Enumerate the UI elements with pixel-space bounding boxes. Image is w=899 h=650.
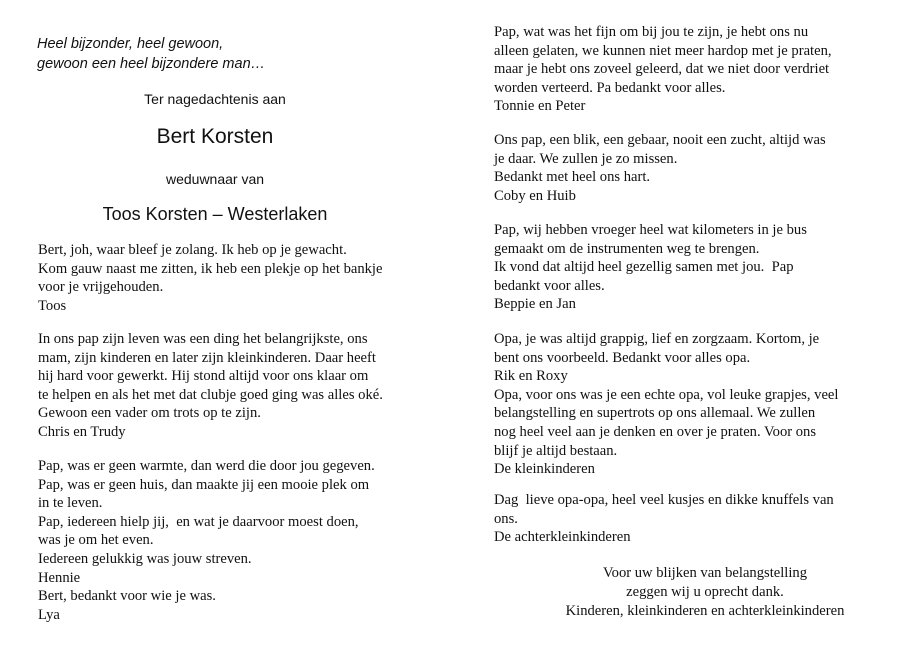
message-line: je daar. We zullen je zo missen. — [494, 150, 678, 167]
deceased-name: Bert Korsten — [156, 125, 274, 148]
message-line: Pap, wat was het fijn om bij jou te zijn, je hebt ons nu — [494, 24, 809, 40]
message-signature: Tonnie en Peter — [494, 98, 586, 115]
message-line: bent ons voorbeeld. Bedankt voor alles opa. — [494, 349, 751, 366]
message-signature: Coby en Huib — [494, 187, 576, 204]
message-coby-huib — [494, 131, 826, 205]
message-line: Bert, bedankt voor wie je was. — [38, 588, 216, 605]
motto — [37, 34, 337, 74]
message-line: belangstelling en supertrots op ons allemaal. We zullen — [494, 405, 816, 422]
spouse-name: Toos Korsten – Westerlaken — [102, 204, 328, 224]
message-line: Kom gauw naast me zitten, ik heb een plekje op het bankje — [38, 260, 383, 277]
message-line: te helpen en als het met dat clubje goed ging was alles oké. — [38, 386, 383, 403]
message-line: worden verteerd. Pa bedankt voor alles. — [494, 79, 726, 96]
message-toos — [38, 241, 382, 315]
message-line: mam, zijn kinderen en later zijn kleinkinderen. Daar heeft — [38, 349, 376, 366]
message-line: nog heel veel aan je denken en over je praten. Voor ons — [494, 423, 817, 440]
message-beppie-jan — [494, 221, 807, 314]
message-line: Pap, iedereen hielp jij, en wat je daarvoor moest doen, — [38, 513, 359, 530]
message-line: ons. — [494, 510, 518, 527]
message-line: Gewoon een vader om trots op te zijn. — [38, 405, 261, 422]
message-tonnie-peter — [494, 23, 832, 116]
message-line: In ons pap zijn leven was een ding het belangrijkste, ons — [38, 331, 368, 347]
message-line: alleen gelaten, we kunnen niet meer hardop met je praten, — [494, 42, 832, 59]
message-signature: Lya — [38, 606, 60, 623]
motto-line: gewoon een heel bijzondere man… — [37, 56, 266, 72]
message-chris-trudy — [38, 330, 383, 442]
message-line: maar je hebt ons zoveel geleerd, dat we niet door verdriet — [494, 61, 830, 78]
message-line: Iedereen gelukkig was jouw streven. — [38, 550, 252, 567]
message-signature: Beppie en Jan — [494, 296, 576, 313]
message-line: Ik vond dat altijd heel gezellig samen met jou. Pap — [494, 259, 794, 276]
message-signature: Toos — [38, 297, 67, 314]
message-line: Pap, wij hebben vroeger heel wat kilometers in je bus — [494, 222, 807, 238]
message-line: Pap, was er geen huis, dan maakte jij een mooie plek om — [38, 476, 370, 493]
message-signature: Hennie — [38, 569, 81, 586]
message-line: Ons pap, een blik, een gebaar, nooit een zucht, altijd was — [494, 132, 826, 148]
message-line: in te leven. — [38, 495, 103, 512]
motto-line: Heel bijzonder, heel gewoon, — [37, 36, 224, 52]
message-line: Dag lieve opa-opa, heel veel kusjes en dikke knuffels van — [494, 492, 834, 508]
message-line: Opa, je was altijd grappig, lief en zorgzaam. Kortom, je — [494, 331, 820, 347]
message-line: Bert, joh, waar bleef je zolang. Ik heb op je gewacht. — [38, 242, 347, 258]
message-line: gemaakt om de instrumenten weg te brengen. — [494, 240, 760, 257]
message-line: hij hard voor gewerkt. Hij stond altijd voor ons klaar om — [38, 368, 369, 385]
message-line: voor je vrijgehouden. — [38, 279, 164, 296]
message-hennie-lya — [38, 457, 375, 624]
message-signature: Rik en Roxy — [494, 368, 568, 385]
message-line: Bedankt met heel ons hart. — [494, 169, 651, 186]
message-line: bedankt voor alles. — [494, 277, 605, 294]
message-signature: De achterkleinkinderen — [494, 529, 631, 546]
message-line: was je om het even. — [38, 532, 154, 549]
message-signature: De kleinkinderen — [494, 461, 595, 478]
widow-label: weduwnaar van — [165, 171, 265, 187]
closing-thanks — [510, 564, 899, 621]
closing-line: Kinderen, kleinkinderen en achterkleinkinderen — [565, 603, 845, 619]
message-line: Opa, voor ons was je een echte opa, vol leuke grapjes, veel — [494, 386, 839, 403]
intro-text: Ter nagedachtenis aan — [144, 91, 286, 107]
closing-line: zeggen wij u oprecht dank. — [626, 584, 784, 600]
closing-line: Voor uw blijken van belangstelling — [602, 565, 807, 581]
message-line: Pap, was er geen warmte, dan werd die door jou gegeven. — [38, 458, 375, 474]
message-signature: Chris en Trudy — [38, 423, 126, 440]
message-line: blijf je altijd bestaan. — [494, 442, 618, 459]
message-grandchildren — [494, 330, 838, 479]
message-great-grandchildren — [494, 491, 834, 547]
